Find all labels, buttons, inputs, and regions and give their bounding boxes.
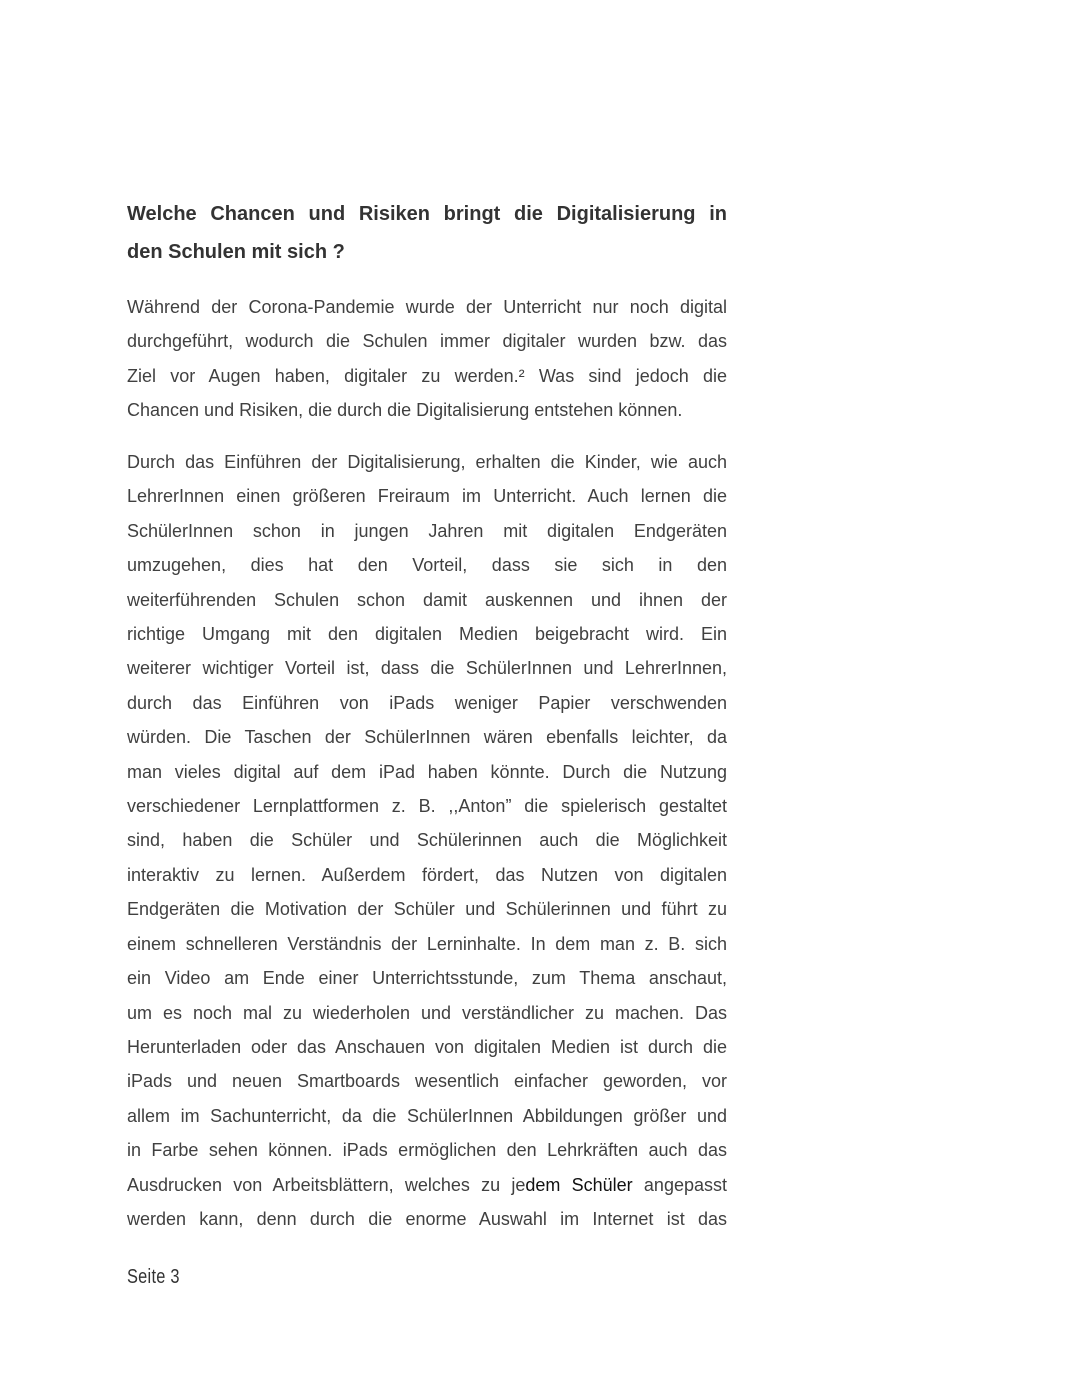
paragraph-line: Ziel vor Augen haben, digitaler zu werden.² Was sind jedoch die <box>127 365 727 386</box>
paragraph-line: SchülerInnen schon in jungen Jahren mit digitalen Endgeräten <box>127 520 727 541</box>
paragraph-line: Endgeräten die Motivation der Schüler und Schülerinnen und führt zu <box>127 899 727 920</box>
paragraph-line-last: werden kann, denn durch die enorme Auswahl im Internet ist das <box>127 1208 727 1229</box>
paragraph-line: in Farbe sehen können. iPads ermöglichen den Lehrkräften auch das <box>127 1140 727 1161</box>
paragraph-body <box>127 445 727 1236</box>
paragraph-line: ein Video am Ende einer Unterrichtsstunde, zum Thema anschaut, <box>127 968 727 989</box>
paragraph-line: sind, haben die Schüler und Schülerinnen auch die Möglichkeit <box>127 830 727 851</box>
paragraph-line: weiterer wichtiger Vorteil ist, dass die SchülerInnen und LehrerInnen, <box>127 658 727 679</box>
paragraph-intro <box>127 290 727 428</box>
heading-line-2: den Schulen mit sich ? <box>127 241 345 263</box>
paragraph-line-highlight <box>127 1168 727 1202</box>
paragraph-line: weiterführenden Schulen schon damit auskennen und ihnen der <box>127 589 727 610</box>
paragraph-line: Während der Corona-Pandemie wurde der Unterricht nur noch digital <box>127 297 727 317</box>
highlighted-text: dem Schüler <box>525 1174 633 1195</box>
paragraph-line: LehrerInnen einen größeren Freiraum im Unterricht. Auch lernen die <box>127 486 727 507</box>
paragraph-line: Herunterladen oder das Anschauen von digitalen Medien ist durch die <box>127 1036 727 1057</box>
page-number: Seite 3 <box>127 1266 180 1288</box>
paragraph-line: würden. Die Taschen der SchülerInnen wären ebenfalls leichter, da <box>127 727 727 748</box>
line-text-post: angepasst <box>632 1174 727 1195</box>
paragraph-line: durchgeführt, wodurch die Schulen immer digitaler wurden bzw. das <box>127 331 727 352</box>
line-text-pre: Ausdrucken von Arbeitsblättern, welches zu je <box>127 1174 526 1195</box>
paragraph-line: Chancen und Risiken, die durch die Digitalisierung entstehen können. <box>127 400 683 421</box>
paragraph-line: man vieles digital auf dem iPad haben könnte. Durch die Nutzung <box>127 761 727 782</box>
heading-line-1: Welche Chancen und Risiken bringt die Digitalisierung in <box>127 203 727 225</box>
paragraph-line: iPads und neuen Smartboards wesentlich einfacher geworden, vor <box>127 1071 727 1092</box>
paragraph-line: umzugehen, dies hat den Vorteil, dass sie sich in den <box>127 555 727 576</box>
paragraph-line: interaktiv zu lernen. Außerdem fördert, das Nutzen von digitalen <box>127 864 727 885</box>
paragraph-line: verschiedener Lernplattformen z. B. ,,Anton” die spielerisch gestaltet <box>127 796 727 817</box>
paragraph-line: um es noch mal zu wiederholen und verständlicher zu machen. Das <box>127 1002 727 1023</box>
paragraph-line: Durch das Einführen der Digitalisierung, erhalten die Kinder, wie auch <box>127 452 727 472</box>
paragraph-line: einem schnelleren Verständnis der Lerninhalte. In dem man z. B. sich <box>127 933 727 954</box>
paragraph-line: allem im Sachunterricht, da die SchülerInnen Abbildungen größer und <box>127 1105 727 1126</box>
section-heading <box>127 195 727 271</box>
paragraph-line: durch das Einführen von iPads weniger Papier verschwenden <box>127 692 727 713</box>
paragraph-line: richtige Umgang mit den digitalen Medien beigebracht wird. Ein <box>127 624 727 645</box>
